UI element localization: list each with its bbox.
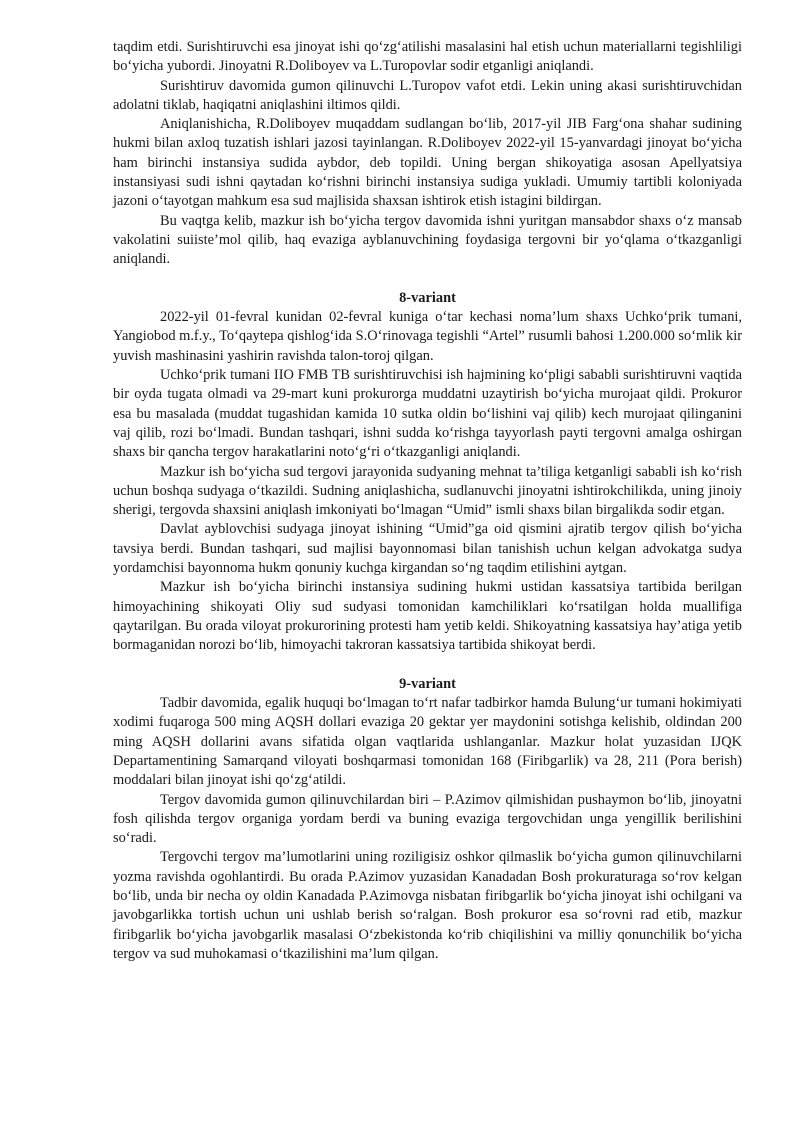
variant-9-paragraph-3: Tergovchi tergov ma’lumotlarini uning roziligisiz oshkor qilmaslik bo‘yicha gumon qilinuvchilarni yozma ravishda ogohlantirdi. Bu orada P.Azimov yuzasidan Kanadadan Bosh prokuraturaga so‘rov kelgan bo‘lib, unda bir necha oy oldin Kanadada P.Azimovga nisbatan firibgarlik bo‘yicha jinoyat ishi ochilgani va javobgarlikka tortish uchun uni ushlab berish so‘ralgan. Bosh prokuror esa so‘rovni rad etib, mazkur firibgarlik bo‘yicha javobgarlik masalasi O‘zbekistonda ko‘rib chiqilishini va milliy qonunchilik bo‘yicha tergov va sud muhokamasi o‘tkazilishini ma’lum qilgan. (113, 849, 742, 962)
variant-8-paragraph-1: 2022-yil 01-fevral kunidan 02-fevral kuniga o‘tar kechasi noma’lum shaxs Uchko‘prik tumani, Yangiobod m.f.y., To‘qaytepa qishlog‘ida S.O‘rinovaga tegishli “Artel” rusumli bahosi 1.200.000 so‘mlik kir yuvish mashinasini yashirin ravishda talon-toroj qilgan. (113, 309, 742, 364)
intro-paragraph-2: Surishtiruv davomida gumon qilinuvchi L.Turopov vafot etdi. Lekin uning akasi surishtiruvchidan adolatni tiklab, haqiqatni aniqlashini iltimos qildi. (113, 77, 742, 113)
variant-8-heading: 8-variant (399, 289, 456, 306)
variant-9-section (113, 675, 742, 964)
intro-paragraph-4: Bu vaqtga kelib, mazkur ish bo‘yicha tergov davomida ishni yuritgan mansabdor shaxs o‘z mansab vakolatini suiiste’mol qilib, haq evaziga ayblanuvchining foydasiga tergovni bir yo‘qlama o‘tkazganligi aniqlandi. (113, 212, 742, 268)
variant-8-paragraph-4: Davlat ayblovchisi sudyaga jinoyat ishining “Umid”ga oid qismini ajratib tergov qilish bo‘yicha tavsiya berdi. Bundan tashqari, sud majlisi bayonnomasi bilan tanishish uchun kelgan advokatga sudya yordamchisi bayonnoma hukm qonuniy kuchga kirgandan so‘ng taqdim etilishini aytgan. (113, 521, 742, 577)
variant-8-paragraph-5: Mazkur ish bo‘yicha birinchi instansiya sudining hukmi ustidan kassatsiya tartibida berilgan himoyachining shikoyati Oliy sud sudyasi tomonidan kamchiliklari ko‘rsatilgan holda muallifiga qaytarilgan. Bu orada viloyat prokurorining protesti ham yetib keldi. Shikoyatning kassatsiya hay’atiga yetib bormaganidan norozi bo‘lib, himoyachi takroran kassatsiya tartibida shikoyat berdi. (113, 579, 742, 654)
variant-8-section (113, 289, 742, 656)
variant-9-paragraph-2: Tergov davomida gumon qilinuvchilardan biri – P.Azimov qilmishidan pushaymon bo‘lib, jinoyatni fosh qilishda tergov organiga yordam berdi va buning evaziga tergovchidan unga yengillik berilishini so‘radi. (113, 791, 742, 847)
variant-9-heading: 9-variant (399, 675, 456, 692)
document-page (113, 38, 742, 964)
variant-8-paragraph-3: Mazkur ish bo‘yicha sud tergovi jarayonida sudyaning mehnat ta’tiliga ketganligi sababli ish ko‘rish uchun boshqa sudyaga o‘tkazildi. Sudning aniqlashicha, sudlanuvchi jinoyatni ishtirokchilikda, uning jinoiy sherigi, tergovda shaxsini aniqlash imkoniyati bo‘lmagan “Umid” ismli shaxs bilan birgalikda sodir etgan. (113, 463, 742, 519)
intro-paragraph-3: Aniqlanishicha, R.Doliboyev muqaddam sudlangan bo‘lib, 2017-yil JIB Farg‘ona shahar sudining hukmi bilan axloq tuzatish ishlari jazosi tayinlangan. R.Doliboyev 2022-yil 15-yanvardagi jinoyat bo‘yicha ham birinchi instansiya sudida aybdor, deb topildi. Uning bergan shikoyatiga asosan Apellyatsiya instansiyasi sudi ishni qaytadan ko‘rishni birinchi instansiya sudiga yukladi. Umumiy tartibli koloniyada jazoni o‘tayotgan mahkum esa sud majlisida shaxsan ishtirok etish istagini bildirgan. (113, 116, 742, 210)
intro-section (113, 38, 742, 270)
variant-8-paragraph-2: Uchko‘prik tumani IIO FMB TB surishtiruvchisi ish hajmining ko‘pligi sababli surishtiruvni vaqtida bir oyda tugata olmadi va 29-mart kuni prokurorga muddatni uzaytirish bo‘yicha murojaat qildi. Prokuror esa bu masalada (muddat tugashidan kamida 10 sutka oldin bo‘lishini vaj qilib) kech murojaat qilinganini vaj qilib, rozi bo‘lmadi. Bundan tashqari, ishni sudda ko‘rishga tayyorlash payti tergovni amalga oshirgan shaxs bir qancha tergov harakatlarini noto‘g‘ri o‘tkazganligi aniqlandi. (113, 367, 742, 461)
variant-9-paragraph-1: Tadbir davomida, egalik huquqi bo‘lmagan to‘rt nafar tadbirkor hamda Bulung‘ur tumani hokimiyati xodimi fuqaroga 500 ming AQSH dollari evaziga 20 gektar yer maydonini sotishga kelishib, oldindan 200 ming AQSH dollarini avans sifatida olgan vaqtlarida ushlanganlar. Mazkur holat yuzasidan IJQK Departamentining Samarqand viloyati boshqarmasi tomonidan 168 (Firibgarlik) va 28, 211 (Pora berish) moddalari bilan jinoyat ishi qo‘zg‘atildi. (113, 695, 742, 789)
intro-paragraph-1: taqdim etdi. Surishtiruvchi esa jinoyat ishi qo‘zg‘atilishi masalasini hal etish uchun materiallarni tegishliligi bo‘yicha yubordi. Jinoyatni R.Doliboyev va L.Turopovlar sodir etganligi aniqlandi. (113, 39, 742, 75)
